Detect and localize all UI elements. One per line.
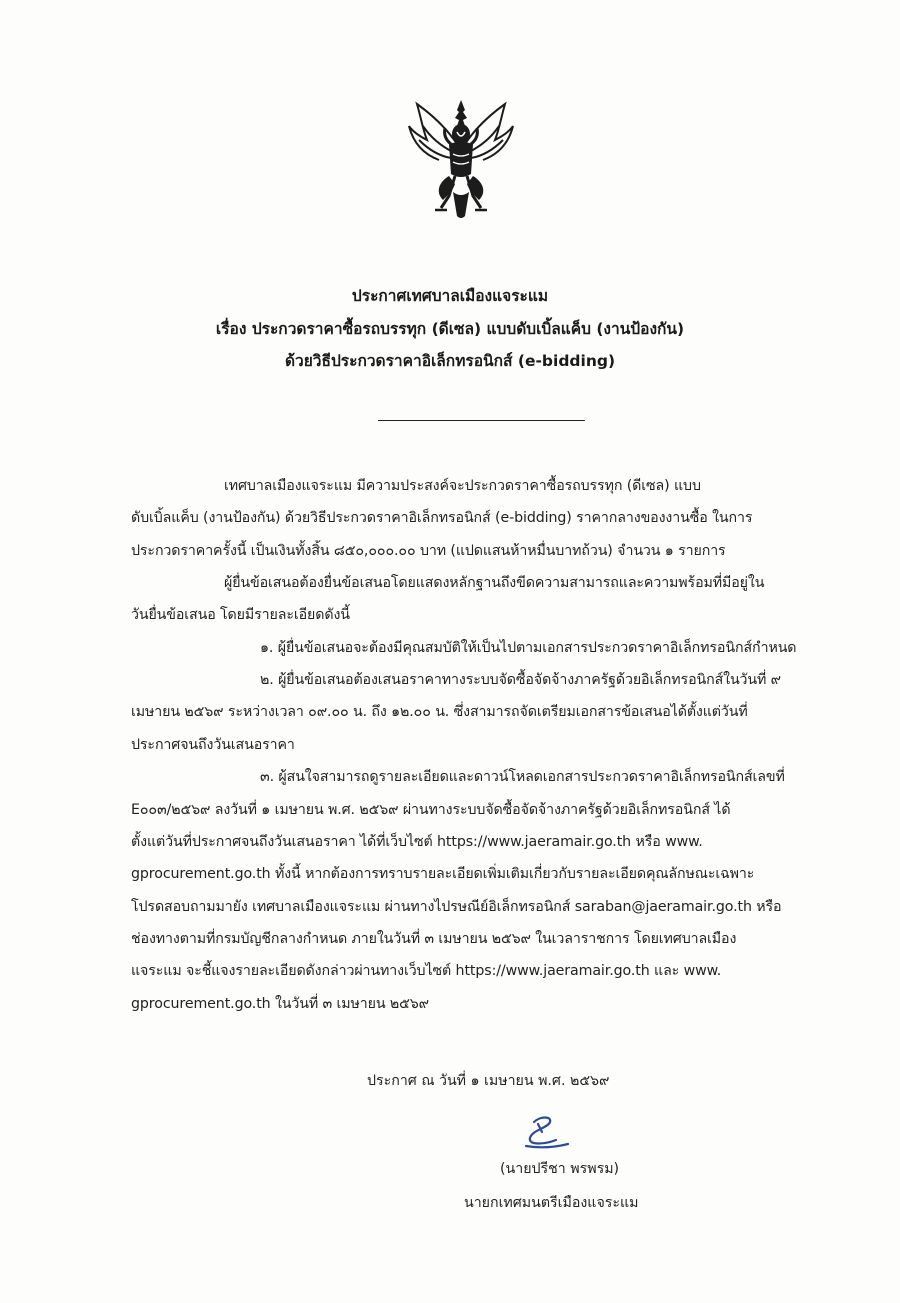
announcement-date: ประกาศ ณ วันที่ ๑ เมษายน พ.ศ. ๒๕๖๙ — [367, 1073, 610, 1089]
signer-position: นายกเทศมนตรีเมืองแจระแม — [464, 1195, 639, 1211]
handwritten-signature-icon — [512, 1112, 576, 1154]
announcement-subject: เรื่อง ประกวดราคาซื้อรถบรรทุก (ดีเซล) แบบดับเบิ้ลแค็บ (งานป้องกัน) — [215, 320, 685, 338]
body-line: ๓. ผู้สนใจสามารถดูรายละเอียดและดาวน์โหลดเอกสารประกวดราคาอิเล็กทรอนิกส์เลขที่ — [260, 769, 785, 785]
body-line: gprocurement.go.th ทั้งนี้ หากต้องการทราบรายละเอียดเพิ่มเติมเกี่ยวกับรายละเอียดคุณลักษณะเฉพาะ — [131, 866, 755, 882]
announcement-method: ด้วยวิธีประกวดราคาอิเล็กทรอนิกส์ (e-bidding) — [284, 352, 616, 370]
body-line: ๑. ผู้ยื่นข้อเสนอจะต้องมีคุณสมบัติให้เป็นไปตามเอกสารประกวดราคาอิเล็กทรอนิกส์กำหนด — [260, 640, 797, 656]
signer-name: (นายปรีชา พรพรม) — [500, 1161, 620, 1177]
body-line: ผู้ยื่นข้อเสนอต้องยื่นข้อเสนอโดยแสดงหลักฐานถึงขีดความสามารถและความพร้อมที่มีอยู่ใน — [224, 575, 765, 591]
garuda-emblem-icon — [405, 96, 517, 224]
body-line: gprocurement.go.th ในวันที่ ๓ เมษายน ๒๕๖๙ — [131, 996, 429, 1012]
body-line: แจระแม จะชี้แจงรายละเอียดดังกล่าวผ่านทางเว็บไซต์ https://www.jaeramair.go.th และ www. — [131, 963, 722, 979]
body-line: ประกวดราคาครั้งนี้ เป็นเงินทั้งสิ้น ๘๕๐,๐๐๐.๐๐ บาท (แปดแสนห้าหมื่นบาทถ้วน) จำนวน ๑ รายการ — [131, 543, 726, 559]
body-line: ๒. ผู้ยื่นข้อเสนอต้องเสนอราคาทางระบบจัดซื้อจัดจ้างภาครัฐด้วยอิเล็กทรอนิกส์ในวันที่ ๙ — [260, 672, 781, 688]
body-line: เทศบาลเมืองแจระแม มีความประสงค์จะประกวดราคาซื้อรถบรรทุก (ดีเซล) แบบ — [224, 478, 701, 494]
body-line: โปรดสอบถามมายัง เทศบาลเมืองแจระแม ผ่านทางไปรษณีย์อิเล็กทรอนิกส์ saraban@jaeramair.go.th หรือ — [131, 899, 782, 915]
announcement-org-title: ประกาศเทศบาลเมืองแจระแม — [351, 287, 549, 305]
body-line: วันยื่นข้อเสนอ โดยมีรายละเอียดดังนี้ — [131, 607, 350, 623]
title-divider — [378, 420, 585, 421]
body-line: ประกาศจนถึงวันเสนอราคา — [131, 737, 295, 753]
body-line: ช่องทางตามที่กรมบัญชีกลางกำหนด ภายในวันที่ ๓ เมษายน ๒๕๖๙ ในเวลาราชการ โดยเทศบาลเมือง — [131, 931, 737, 947]
body-line: ตั้งแต่วันที่ประกาศจนถึงวันเสนอราคา ได้ที่เว็บไซต์ https://www.jaeramair.go.th หรือ www. — [131, 834, 703, 850]
body-line: เมษายน ๒๕๖๙ ระหว่างเวลา ๐๙.๐๐ น. ถึง ๑๒.๐๐ น. ซึ่งสามารถจัดเตรียมเอกสารข้อเสนอได้ตั้งแต่วันที่ — [131, 704, 748, 720]
body-line: ดับเบิ้ลแค็บ (งานป้องกัน) ด้วยวิธีประกวดราคาอิเล็กทรอนิกส์ (e-bidding) ราคากลางของงานซื้อ ในการ — [131, 510, 753, 526]
body-line: E๐๐๓/๒๕๖๙ ลงวันที่ ๑ เมษายน พ.ศ. ๒๕๖๙ ผ่านทางระบบจัดซื้อจัดจ้างภาครัฐด้วยอิเล็กทรอนิกส์ ได้ — [131, 802, 731, 818]
